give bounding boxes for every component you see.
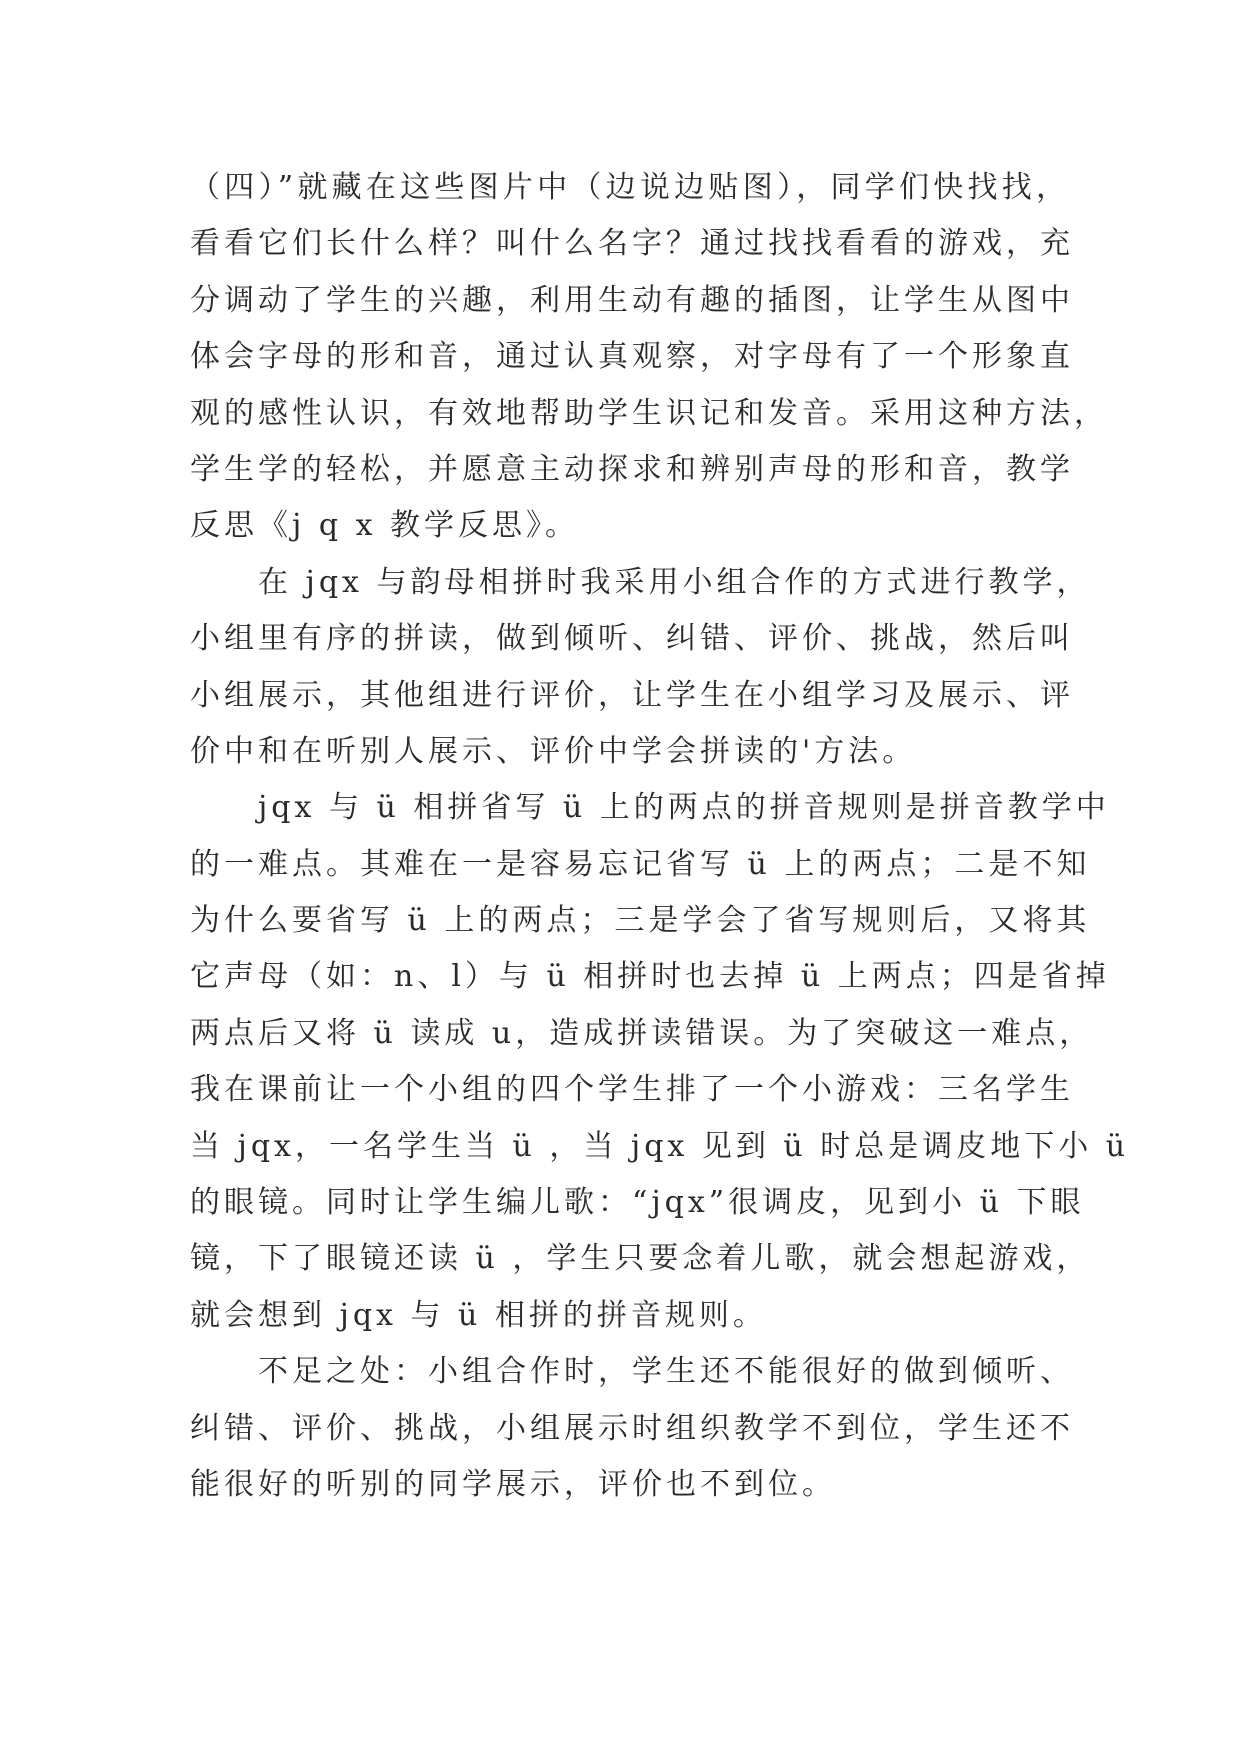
text-line: （四）”就藏在这些图片中（边说边贴图），同学们快找找，: [190, 170, 1070, 205]
text-line: 的眼镜。同时让学生编儿歌：“jqx”很调皮，见到小 ü 下眼: [190, 1185, 1085, 1221]
text-line: 看看它们长什么样？叫什么名字？通过找找看看的游戏，充: [190, 226, 1074, 262]
text-line: 观的感性认识，有效地帮助学生识记和发音。采用这种方法，: [190, 395, 1108, 431]
text-line: 体会字母的形和音，通过认真观察，对字母有了一个形象直: [190, 339, 1074, 375]
text-line: 就会想到 jqx 与 ü 相拼的拼音规则。: [190, 1297, 767, 1333]
document-body: [190, 160, 1130, 1513]
text-line: 能很好的听别的同学展示，评价也不到位。: [190, 1466, 836, 1502]
text-line: jqx 与 ü 相拼省写 ü 上的两点的拼音规则是拼音教学中: [258, 790, 1110, 826]
text-line: 我在课前让一个小组的四个学生排了一个小游戏：三名学生: [190, 1072, 1074, 1108]
text-line: 在 jqx 与韵母相拼时我采用小组合作的方式进行教学，: [258, 564, 1091, 600]
text-line: 它声母（如：n、l）与 ü 相拼时也去掉 ü 上两点；四是省掉: [190, 959, 1110, 995]
text-line: 纠错、评价、挑战，小组展示时组织教学不到位，学生还不: [190, 1410, 1074, 1446]
text-line: 学生学的轻松，并愿意主动探求和辨别声母的形和音，教学: [190, 451, 1074, 487]
text-line: 小组里有序的拼读，做到倾听、纠错、评价、挑战，然后叫: [190, 621, 1074, 657]
text-line: 不足之处：小组合作时，学生还不能很好的做到倾听、: [258, 1354, 1074, 1390]
text-line: 小组展示，其他组进行评价，让学生在小组学习及展示、评: [190, 677, 1074, 713]
text-line: 当 jqx，一名学生当 ü ，当 jqx 见到 ü 时总是调皮地下小 ü: [190, 1128, 1130, 1164]
text-line: 为什么要省写 ü 上的两点；三是学会了省写规则后，又将其: [190, 903, 1091, 939]
text-line: 分调动了学生的兴趣，利用生动有趣的插图，让学生从图中: [190, 282, 1074, 318]
text-line: 的一难点。其难在一是容易忘记省写 ü 上的两点；二是不知: [190, 846, 1091, 882]
text-line: 镜，下了眼镜还读 ü ，学生只要念着儿歌，就会想起游戏，: [190, 1241, 1091, 1277]
text-line: 价中和在听别人展示、评价中学会拼读的'方法。: [190, 733, 917, 769]
text-line: 两点后又将 ü 读成 u，造成拼读错误。为了突破这一难点，: [190, 1015, 1094, 1051]
text-line: 反思《j q x 教学反思》。: [190, 508, 580, 544]
